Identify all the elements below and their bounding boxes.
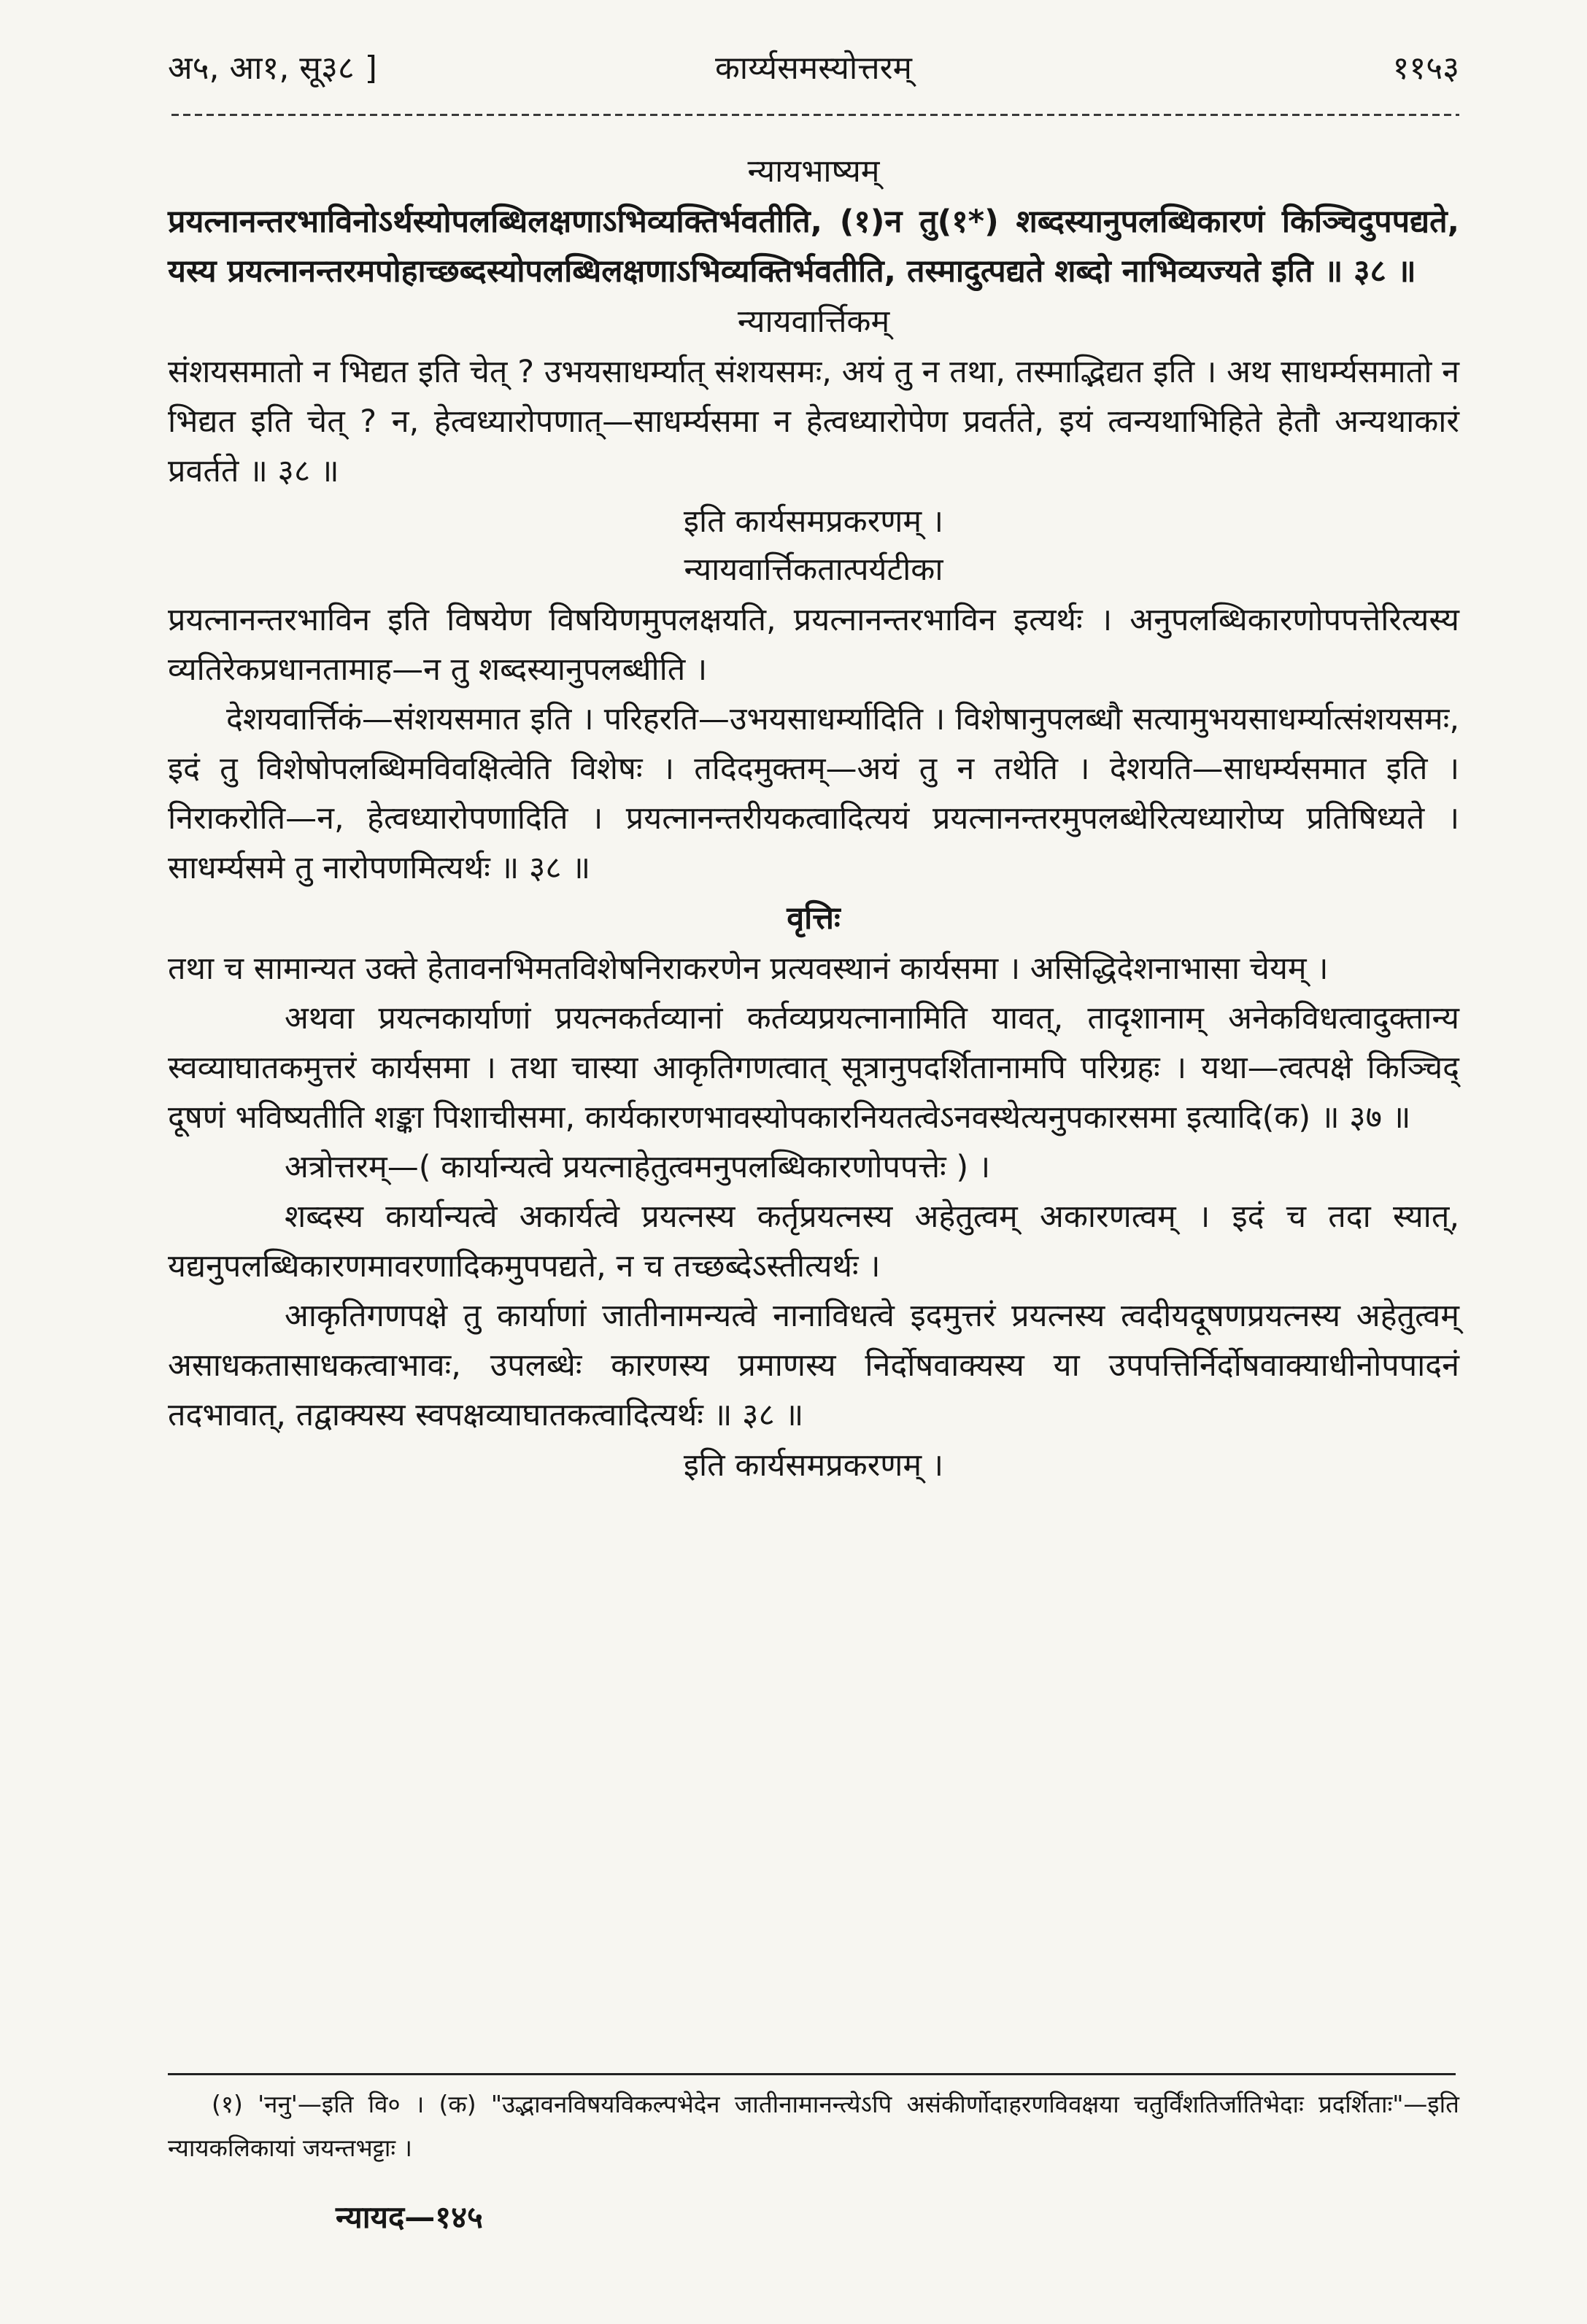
vritti-paragraph-5: आकृतिगणपक्षे तु कार्याणां जातीनामन्यत्वे नानाविधत्वे इदमुत्तरं प्रयत्नस्य त्वदीयदूषणप्रयत्नस्य अहेतुत्वम् असाधकतासाधकत्वाभावः, उपलब्धेः कारणस्य प्रमाणस्य निर्दोषवाक्यस्य या उपपत्तिर्निर्दोषवाक्याधीनोपपादनं तदभावात्, तद्वाक्यस्य स्वपक्षव्याघातकत्वादित्यर्थः ॥ ३८ ॥ (168, 1298, 1459, 1433)
header-divider (171, 109, 1459, 120)
vritti-paragraph-1: तथा च सामान्यत उक्ते हेतावनभिमतविशेषनिराकरणेन प्रत्यवस्थानं कार्यसमा । असिद्धिदेशनाभासा चेयम् । (168, 950, 1329, 987)
running-header (168, 32, 1459, 105)
page-number: ११५३ (1392, 50, 1459, 87)
footnotes (168, 2083, 1459, 2170)
nyayavartika-text: संशयसमातो न भिद्यत इति चेत् ? उभयसाधर्म्यात् संशयसमः, अयं तु न तथा, तस्माद्भिद्यत इति । अथ साधर्म्यसमातो न भिद्यत इति चेत् ? न, हेत्वध्यारोपणात्—साधर्म्यसमा न हेत्वध्यारोपेण प्रवर्तते, इयं त्वन्यथाभिहिते हेतौ अन्यथाकारं प्रवर्तते ॥ ३८ ॥ (168, 354, 1459, 489)
header-title: कार्य्यसमस्योत्तरम् (715, 50, 912, 87)
signature-mark: न्यायद—१४५ (336, 2199, 483, 2235)
heading-nyayabhashya: न्यायभाष्यम् (747, 153, 880, 190)
tatparya-paragraph-2: देशयवार्त्तिकं—संशयसमात इति । परिहरति—उभयसाधर्म्यादिति । विशेषानुपलब्धौ सत्यामुभयसाधर्म्यात्संशयसमः, इदं तु विशेषोपलब्धिमविवक्षित्वेति विशेषः । तदिदमुक्तम्—अयं तु न तथेति । देशयति—साधर्म्यसमात इति । निराकरोति—न, हेत्वध्यारोपणादिति । प्रयत्नानन्तरीयकत्वादित्ययं प्रयत्नानन्तरमुपलब्धेरित्यध्यारोप्य प्रतिषिध्यते । साधर्म्यसमे तु नारोपणमित्यर्थः ॥ ३८ ॥ (168, 701, 1459, 886)
vritti-paragraph-2: अथवा प्रयत्नकार्याणां प्रयत्नकर्तव्यानां कर्तव्यप्रयत्नानामिति यावत्, तादृशानाम् अनेकविधत्वादुक्तान्य स्वव्याघातकमुत्तरं कार्यसमा । तथा चास्या आकृतिगणत्वात् सूत्रानुपदर्शितानामपि परिग्रहः । यथा—त्वत्पक्षे किञ्चिद् दूषणं भविष्यतीति शङ्का पिशाचीसमा, कार्यकारणभावस्योपकारनियतत्वेऽनवस्थेत्यनुपकारसमा इत्यादि(क) ॥ ३७ ॥ (168, 1000, 1459, 1136)
nyayabhashya-text: प्रयत्नानन्तरभाविनोऽर्थस्योपलब्धिलक्षणाऽभिव्यक्तिर्भवतीति, (१)न तु(१*) शब्दस्यानुपलब्धिकारणं किञ्चिदुपपद्यते, यस्य प्रयत्नानन्तरमपोहाच्छब्दस्योपलब्धिलक्षणाऽभिव्यक्तिर्भवतीति, तस्मादुत्पद्यते शब्दो नाभिव्यज्यते इति ॥ ३८ ॥ (168, 204, 1459, 290)
main-text (168, 146, 1459, 1491)
footnote-divider (168, 2073, 1456, 2075)
vritti-paragraph-4: शब्दस्य कार्यान्यत्वे अकार्यत्वे प्रयत्नस्य कर्तृप्रयत्नस्य अहेतुत्वम् अकारणत्वम् । इदं च तदा स्यात्, यद्यनुपलब्धिकारणमावरणादिकमुपपद्यते, न च तच्छब्देऽस्तीत्यर्थः । (168, 1198, 1459, 1285)
footnote-text: (१) 'ननु'—इति वि० । (क) "उद्भावनविषयविकल्पभेदेन जातीनामानन्त्येऽपि असंकीर्णोदाहरणविवक्षया चतुर्विंशतिर्जातिभेदाः प्रदर्शिताः"—इति न्यायकलिकायां जयन्तभट्टाः । (168, 2090, 1459, 2162)
nyayavartika-closing: इति कार्यसमप्रकरणम् । (683, 503, 944, 540)
heading-tatparya: न्यायवार्त्तिकतात्पर्यटीका (684, 551, 943, 588)
vritti-paragraph-3: अत्रोत्तरम्—( कार्यान्यत्वे प्रयत्नाहेतुत्वमनुपलब्धिकारणोपपत्तेः ) । (285, 1149, 991, 1185)
heading-vritti: वृत्तिः (787, 900, 841, 937)
header-reference: अ५, आ१, सू३८ ] (168, 50, 377, 87)
vritti-closing: इति कार्यसमप्रकरणम् । (683, 1447, 944, 1484)
heading-nyayavartika: न्यायवार्त्तिकम् (737, 303, 890, 340)
tatparya-paragraph-1: प्रयत्नानन्तरभाविन इति विषयेण विषयिणमुपलक्षयति, प्रयत्नानन्तरभाविन इत्यर्थः । अनुपलब्धिकारणोपपत्तेरित्यस्य व्यतिरेकप्रधानतामाह—न तु शब्दस्यानुपलब्धीति । (168, 602, 1459, 688)
